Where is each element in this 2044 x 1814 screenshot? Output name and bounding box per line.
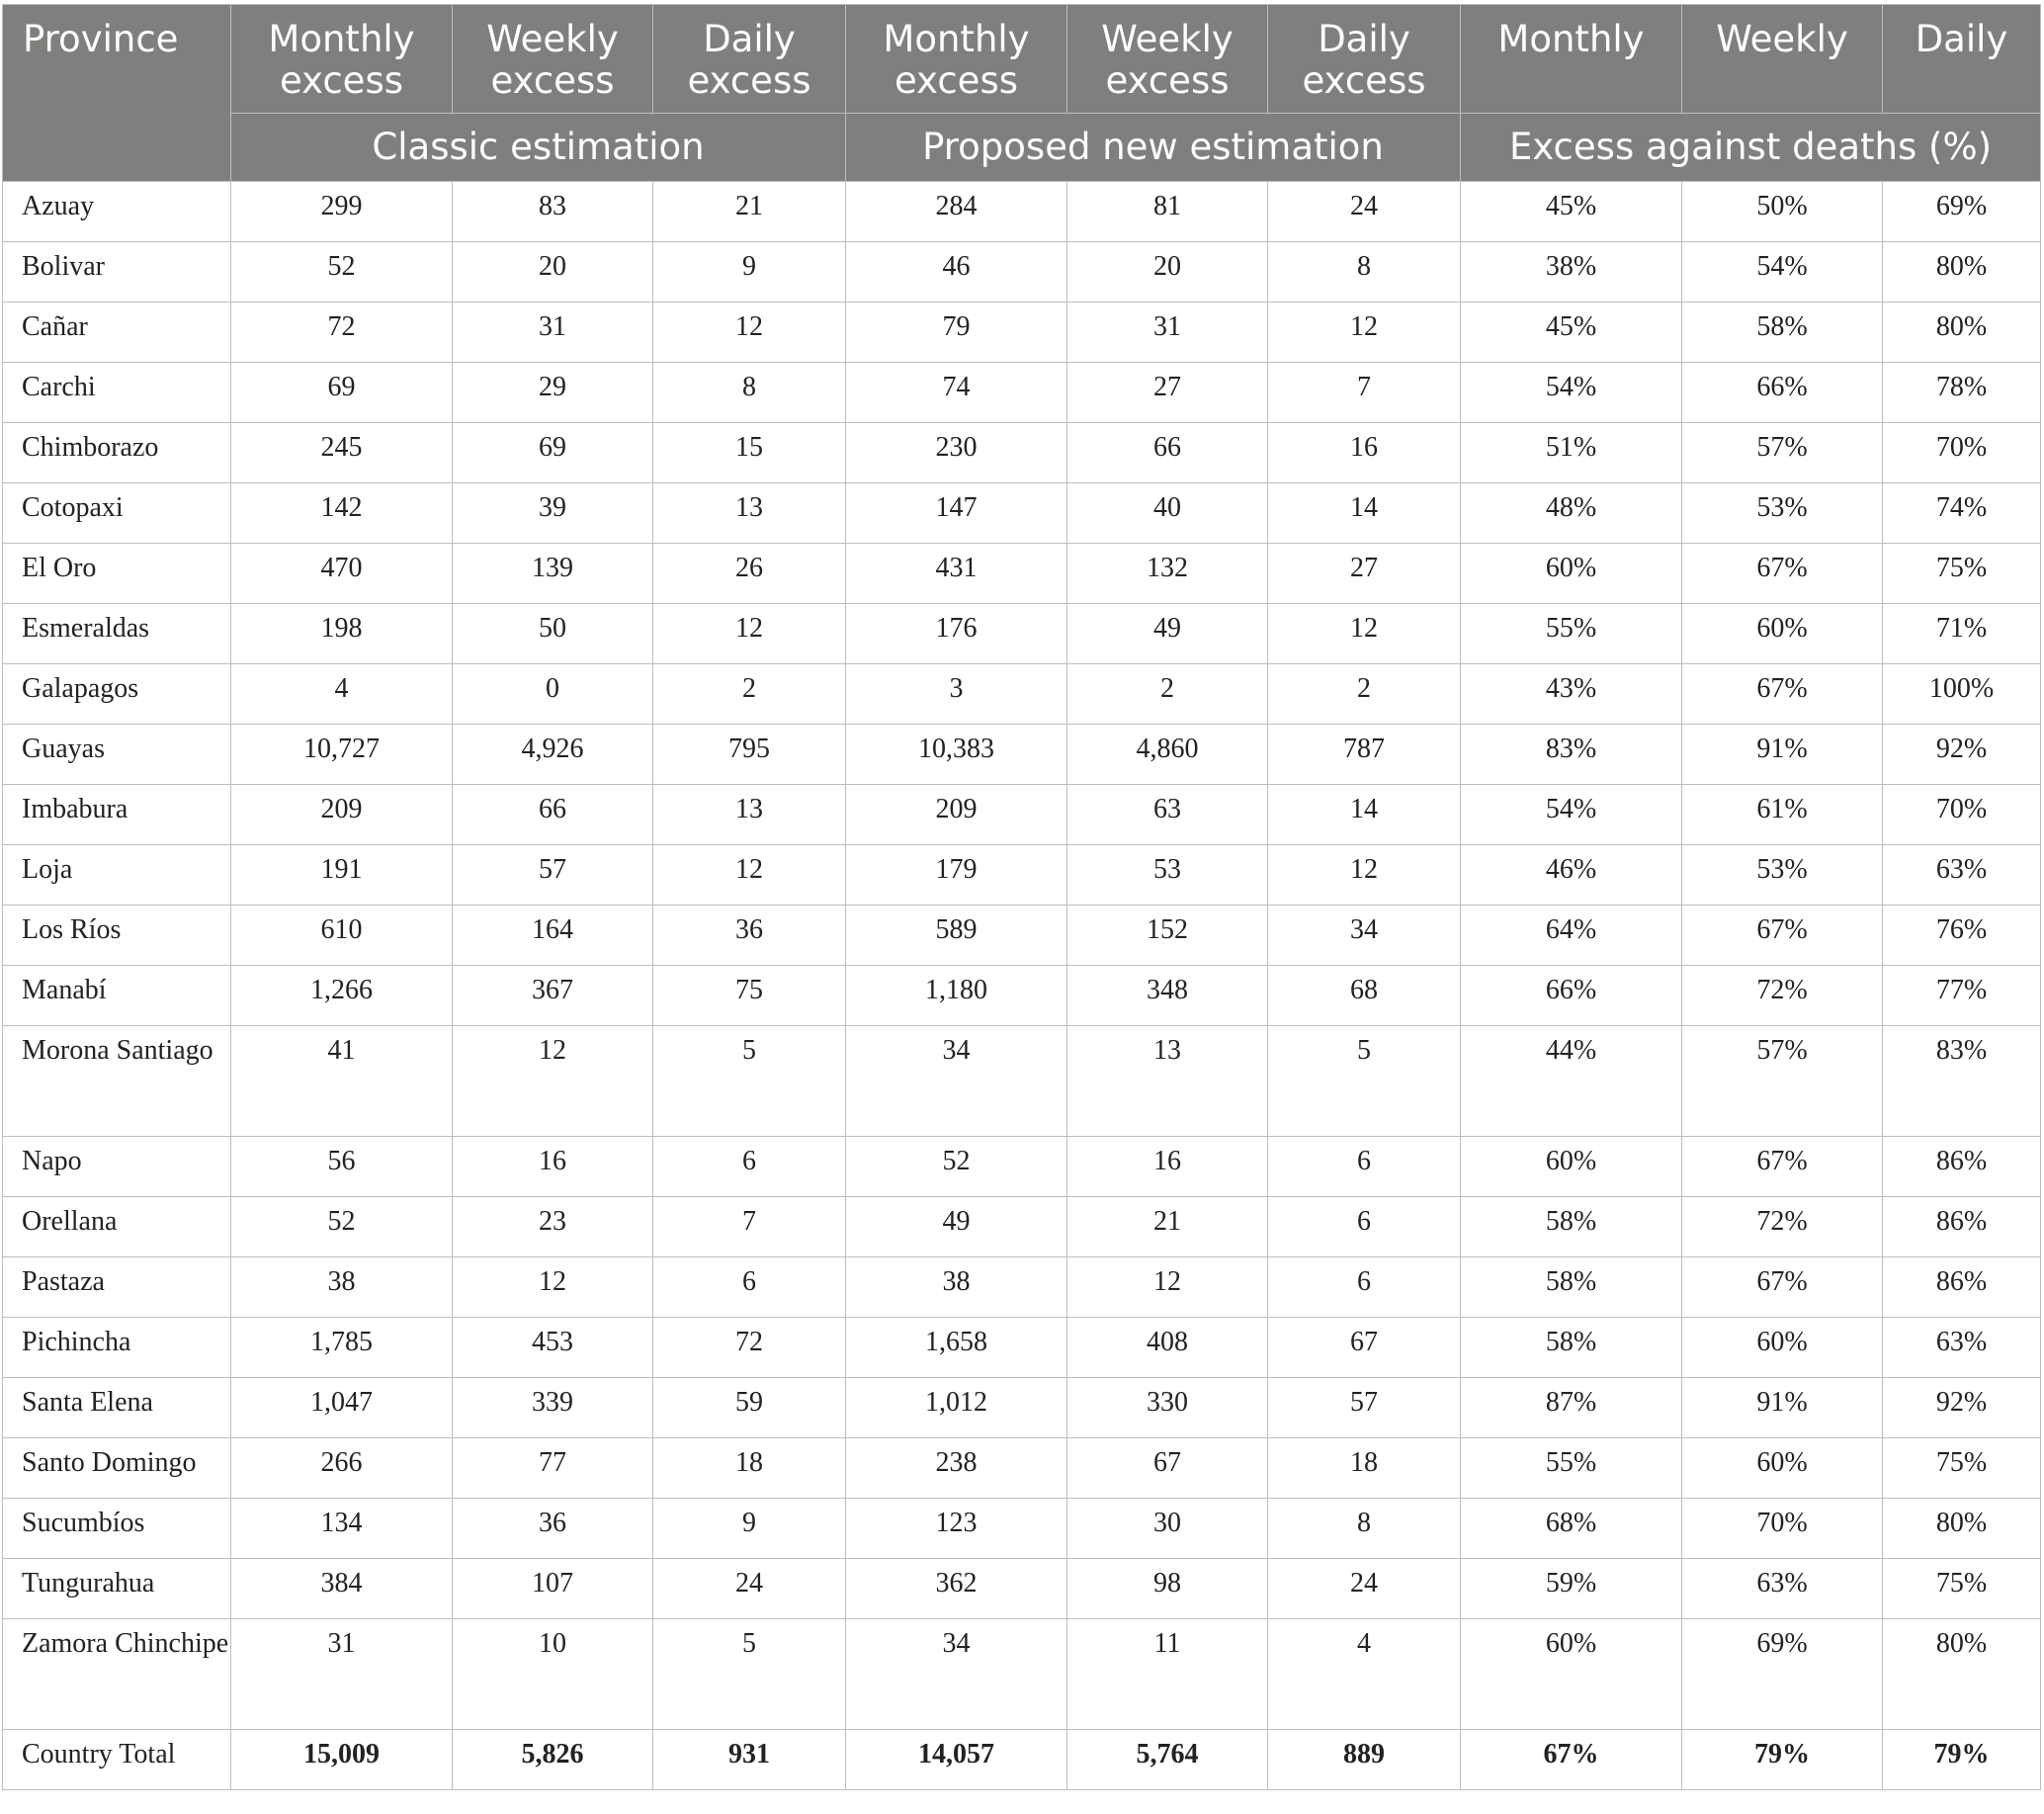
value-cell: 92% (1883, 725, 2041, 785)
province-cell: Tungurahua (3, 1559, 231, 1619)
table-row (3, 242, 2041, 302)
value-cell: 45% (1461, 302, 1682, 363)
value-cell: 29 (453, 363, 653, 423)
value-cell: 3 (846, 664, 1067, 725)
value-cell: 56 (231, 1137, 453, 1197)
province-cell: Zamora Chinchipe (3, 1619, 231, 1730)
value-cell: 889 (1268, 1730, 1461, 1790)
table-row (3, 1026, 2041, 1137)
value-cell: 81 (1067, 182, 1268, 242)
value-cell: 67% (1682, 664, 1883, 725)
value-cell: 6 (653, 1257, 846, 1318)
value-cell: 179 (846, 845, 1067, 906)
value-cell: 5 (653, 1026, 846, 1137)
value-cell: 4,926 (453, 725, 653, 785)
value-cell: 8 (653, 363, 846, 423)
value-cell: 71% (1883, 604, 2041, 664)
table-row (3, 1559, 2041, 1619)
value-cell: 132 (1067, 544, 1268, 604)
value-cell: 91% (1682, 1378, 1883, 1438)
value-cell: 52 (231, 242, 453, 302)
value-cell: 134 (231, 1499, 453, 1559)
value-cell: 21 (1067, 1197, 1268, 1257)
value-cell: 53% (1682, 483, 1883, 544)
value-cell: 431 (846, 544, 1067, 604)
value-cell: 79% (1682, 1730, 1883, 1790)
value-cell: 60% (1461, 1619, 1682, 1730)
value-cell: 67 (1268, 1318, 1461, 1378)
value-cell: 5,826 (453, 1730, 653, 1790)
value-cell: 100% (1883, 664, 2041, 725)
value-cell: 1,180 (846, 966, 1067, 1026)
table-body (3, 182, 2041, 1790)
table-row (3, 182, 2041, 242)
value-cell: 70% (1682, 1499, 1883, 1559)
value-cell: 80% (1883, 302, 2041, 363)
value-cell: 14 (1268, 785, 1461, 845)
table-row (3, 664, 2041, 725)
value-cell: 330 (1067, 1378, 1268, 1438)
value-cell: 15,009 (231, 1730, 453, 1790)
value-cell: 76% (1883, 906, 2041, 966)
value-cell: 31 (453, 302, 653, 363)
value-cell: 21 (653, 182, 846, 242)
value-cell: 60% (1682, 604, 1883, 664)
value-cell: 4 (1268, 1619, 1461, 1730)
value-cell: 453 (453, 1318, 653, 1378)
value-cell: 6 (653, 1137, 846, 1197)
province-cell: Imbabura (3, 785, 231, 845)
value-cell: 46 (846, 242, 1067, 302)
value-cell: 66 (453, 785, 653, 845)
value-cell: 9 (653, 1499, 846, 1559)
value-cell: 5 (653, 1619, 846, 1730)
province-cell: Orellana (3, 1197, 231, 1257)
value-cell: 238 (846, 1438, 1067, 1499)
table-row (3, 785, 2041, 845)
table-row (3, 1318, 2041, 1378)
value-cell: 12 (653, 604, 846, 664)
value-cell: 14 (1268, 483, 1461, 544)
value-cell: 87% (1461, 1378, 1682, 1438)
province-cell: Chimborazo (3, 423, 231, 483)
value-cell: 176 (846, 604, 1067, 664)
value-cell: 50 (453, 604, 653, 664)
value-cell: 39 (453, 483, 653, 544)
value-cell: 8 (1268, 242, 1461, 302)
value-cell: 91% (1682, 725, 1883, 785)
table-row (3, 1137, 2041, 1197)
value-cell: 348 (1067, 966, 1268, 1026)
value-cell: 931 (653, 1730, 846, 1790)
province-cell: Country Total (3, 1730, 231, 1790)
value-cell: 1,266 (231, 966, 453, 1026)
header-pct-weekly: Weekly (1682, 5, 1883, 114)
value-cell: 15 (653, 423, 846, 483)
value-cell: 191 (231, 845, 453, 906)
value-cell: 57% (1682, 1026, 1883, 1137)
value-cell: 72 (653, 1318, 846, 1378)
province-cell: Azuay (3, 182, 231, 242)
value-cell: 10,727 (231, 725, 453, 785)
value-cell: 24 (653, 1559, 846, 1619)
table-row (3, 966, 2041, 1026)
value-cell: 4,860 (1067, 725, 1268, 785)
value-cell: 40 (1067, 483, 1268, 544)
province-cell: Bolivar (3, 242, 231, 302)
value-cell: 63% (1883, 1318, 2041, 1378)
table-row (3, 544, 2041, 604)
value-cell: 20 (453, 242, 653, 302)
value-cell: 92% (1883, 1378, 2041, 1438)
value-cell: 284 (846, 182, 1067, 242)
value-cell: 1,785 (231, 1318, 453, 1378)
value-cell: 299 (231, 182, 453, 242)
value-cell: 8 (1268, 1499, 1461, 1559)
table-row (3, 1257, 2041, 1318)
value-cell: 54% (1461, 785, 1682, 845)
value-cell: 80% (1883, 1499, 2041, 1559)
table-row (3, 423, 2041, 483)
value-cell: 27 (1067, 363, 1268, 423)
value-cell: 57 (453, 845, 653, 906)
province-cell: Los Ríos (3, 906, 231, 966)
value-cell: 55% (1461, 1438, 1682, 1499)
value-cell: 80% (1883, 1619, 2041, 1730)
value-cell: 12 (1268, 845, 1461, 906)
value-cell: 57% (1682, 423, 1883, 483)
value-cell: 77 (453, 1438, 653, 1499)
value-cell: 36 (453, 1499, 653, 1559)
province-cell: Galapagos (3, 664, 231, 725)
value-cell: 78% (1883, 363, 2041, 423)
excess-deaths-table (2, 4, 2041, 1790)
value-cell: 142 (231, 483, 453, 544)
value-cell: 72 (231, 302, 453, 363)
value-cell: 408 (1067, 1318, 1268, 1378)
value-cell: 45% (1461, 182, 1682, 242)
value-cell: 787 (1268, 725, 1461, 785)
value-cell: 69 (231, 363, 453, 423)
table-row (3, 604, 2041, 664)
value-cell: 34 (846, 1619, 1067, 1730)
value-cell: 53 (1067, 845, 1268, 906)
value-cell: 59% (1461, 1559, 1682, 1619)
table-row-total (3, 1730, 2041, 1790)
value-cell: 53% (1682, 845, 1883, 906)
province-cell: Cotopaxi (3, 483, 231, 544)
value-cell: 83% (1461, 725, 1682, 785)
value-cell: 69 (453, 423, 653, 483)
value-cell: 48% (1461, 483, 1682, 544)
value-cell: 75% (1883, 1559, 2041, 1619)
value-cell: 60% (1682, 1438, 1883, 1499)
value-cell: 7 (1268, 363, 1461, 423)
value-cell: 69% (1682, 1619, 1883, 1730)
table-row (3, 1619, 2041, 1730)
value-cell: 63% (1883, 845, 2041, 906)
value-cell: 58% (1461, 1197, 1682, 1257)
table-row (3, 906, 2041, 966)
value-cell: 5 (1268, 1026, 1461, 1137)
header-classic-daily: Daily excess (653, 5, 846, 114)
value-cell: 67% (1461, 1730, 1682, 1790)
value-cell: 72% (1682, 966, 1883, 1026)
value-cell: 198 (231, 604, 453, 664)
value-cell: 14,057 (846, 1730, 1067, 1790)
value-cell: 83 (453, 182, 653, 242)
header-group-proposed: Proposed new estimation (846, 114, 1461, 182)
value-cell: 123 (846, 1499, 1067, 1559)
province-cell: Santa Elena (3, 1378, 231, 1438)
value-cell: 209 (846, 785, 1067, 845)
value-cell: 147 (846, 483, 1067, 544)
value-cell: 164 (453, 906, 653, 966)
value-cell: 38 (231, 1257, 453, 1318)
header-proposed-monthly: Monthly excess (846, 5, 1067, 114)
value-cell: 46% (1461, 845, 1682, 906)
value-cell: 34 (1268, 906, 1461, 966)
value-cell: 11 (1067, 1619, 1268, 1730)
value-cell: 12 (1268, 604, 1461, 664)
value-cell: 16 (1067, 1137, 1268, 1197)
value-cell: 13 (653, 785, 846, 845)
header-pct-monthly: Monthly (1461, 5, 1682, 114)
value-cell: 67% (1682, 1257, 1883, 1318)
value-cell: 1,012 (846, 1378, 1067, 1438)
value-cell: 60% (1461, 544, 1682, 604)
value-cell: 67 (1067, 1438, 1268, 1499)
value-cell: 245 (231, 423, 453, 483)
value-cell: 589 (846, 906, 1067, 966)
header-classic-monthly: Monthly excess (231, 5, 453, 114)
value-cell: 266 (231, 1438, 453, 1499)
table-header (3, 5, 2041, 182)
value-cell: 44% (1461, 1026, 1682, 1137)
value-cell: 24 (1268, 1559, 1461, 1619)
value-cell: 74% (1883, 483, 2041, 544)
value-cell: 79 (846, 302, 1067, 363)
value-cell: 18 (1268, 1438, 1461, 1499)
value-cell: 4 (231, 664, 453, 725)
value-cell: 58% (1461, 1318, 1682, 1378)
value-cell: 66% (1461, 966, 1682, 1026)
header-province: Province (3, 5, 231, 182)
province-cell: Pastaza (3, 1257, 231, 1318)
table-row (3, 1197, 2041, 1257)
value-cell: 13 (1067, 1026, 1268, 1137)
value-cell: 10,383 (846, 725, 1067, 785)
value-cell: 27 (1268, 544, 1461, 604)
value-cell: 63 (1067, 785, 1268, 845)
value-cell: 0 (453, 664, 653, 725)
header-classic-weekly: Weekly excess (453, 5, 653, 114)
province-cell: Carchi (3, 363, 231, 423)
header-row-columns (3, 5, 2041, 114)
value-cell: 69% (1883, 182, 2041, 242)
value-cell: 67% (1682, 1137, 1883, 1197)
value-cell: 79% (1883, 1730, 2041, 1790)
table-row (3, 483, 2041, 544)
value-cell: 139 (453, 544, 653, 604)
value-cell: 52 (846, 1137, 1067, 1197)
value-cell: 75% (1883, 1438, 2041, 1499)
value-cell: 384 (231, 1559, 453, 1619)
table-row (3, 845, 2041, 906)
province-cell: Morona Santiago (3, 1026, 231, 1137)
header-row-groups (3, 114, 2041, 182)
province-cell: Esmeraldas (3, 604, 231, 664)
value-cell: 64% (1461, 906, 1682, 966)
value-cell: 12 (453, 1026, 653, 1137)
value-cell: 52 (231, 1197, 453, 1257)
value-cell: 23 (453, 1197, 653, 1257)
value-cell: 49 (1067, 604, 1268, 664)
value-cell: 38% (1461, 242, 1682, 302)
value-cell: 59 (653, 1378, 846, 1438)
value-cell: 2 (653, 664, 846, 725)
value-cell: 55% (1461, 604, 1682, 664)
value-cell: 41 (231, 1026, 453, 1137)
value-cell: 86% (1883, 1197, 2041, 1257)
table-row (3, 1438, 2041, 1499)
value-cell: 30 (1067, 1499, 1268, 1559)
value-cell: 58% (1461, 1257, 1682, 1318)
table-row (3, 363, 2041, 423)
value-cell: 75 (653, 966, 846, 1026)
province-cell: Guayas (3, 725, 231, 785)
value-cell: 66 (1067, 423, 1268, 483)
value-cell: 38 (846, 1257, 1067, 1318)
value-cell: 67% (1682, 906, 1883, 966)
value-cell: 362 (846, 1559, 1067, 1619)
value-cell: 12 (1268, 302, 1461, 363)
value-cell: 24 (1268, 182, 1461, 242)
value-cell: 67% (1682, 544, 1883, 604)
value-cell: 83% (1883, 1026, 2041, 1137)
value-cell: 152 (1067, 906, 1268, 966)
value-cell: 58% (1682, 302, 1883, 363)
value-cell: 74 (846, 363, 1067, 423)
value-cell: 70% (1883, 785, 2041, 845)
value-cell: 20 (1067, 242, 1268, 302)
value-cell: 367 (453, 966, 653, 1026)
value-cell: 49 (846, 1197, 1067, 1257)
province-cell: Sucumbíos (3, 1499, 231, 1559)
value-cell: 6 (1268, 1137, 1461, 1197)
value-cell: 34 (846, 1026, 1067, 1137)
value-cell: 54% (1682, 242, 1883, 302)
value-cell: 72% (1682, 1197, 1883, 1257)
value-cell: 31 (231, 1619, 453, 1730)
value-cell: 610 (231, 906, 453, 966)
value-cell: 77% (1883, 966, 2041, 1026)
header-proposed-daily: Daily excess (1268, 5, 1461, 114)
header-proposed-weekly: Weekly excess (1067, 5, 1268, 114)
province-cell: El Oro (3, 544, 231, 604)
value-cell: 2 (1268, 664, 1461, 725)
value-cell: 80% (1883, 242, 2041, 302)
value-cell: 1,658 (846, 1318, 1067, 1378)
value-cell: 18 (653, 1438, 846, 1499)
value-cell: 16 (453, 1137, 653, 1197)
value-cell: 339 (453, 1378, 653, 1438)
value-cell: 10 (453, 1619, 653, 1730)
value-cell: 16 (1268, 423, 1461, 483)
value-cell: 98 (1067, 1559, 1268, 1619)
header-group-classic: Classic estimation (231, 114, 846, 182)
province-cell: Loja (3, 845, 231, 906)
value-cell: 795 (653, 725, 846, 785)
value-cell: 57 (1268, 1378, 1461, 1438)
value-cell: 209 (231, 785, 453, 845)
value-cell: 70% (1883, 423, 2041, 483)
value-cell: 470 (231, 544, 453, 604)
province-cell: Cañar (3, 302, 231, 363)
value-cell: 86% (1883, 1257, 2041, 1318)
value-cell: 66% (1682, 363, 1883, 423)
header-group-excess-pct: Excess against deaths (%) (1461, 114, 2041, 182)
value-cell: 107 (453, 1559, 653, 1619)
value-cell: 6 (1268, 1257, 1461, 1318)
province-cell: Pichincha (3, 1318, 231, 1378)
value-cell: 1,047 (231, 1378, 453, 1438)
value-cell: 2 (1067, 664, 1268, 725)
value-cell: 75% (1883, 544, 2041, 604)
province-cell: Santo Domingo (3, 1438, 231, 1499)
value-cell: 60% (1682, 1318, 1883, 1378)
province-cell: Manabí (3, 966, 231, 1026)
value-cell: 9 (653, 242, 846, 302)
table-row (3, 1378, 2041, 1438)
table-row (3, 302, 2041, 363)
value-cell: 6 (1268, 1197, 1461, 1257)
value-cell: 5,764 (1067, 1730, 1268, 1790)
value-cell: 86% (1883, 1137, 2041, 1197)
value-cell: 61% (1682, 785, 1883, 845)
value-cell: 36 (653, 906, 846, 966)
value-cell: 54% (1461, 363, 1682, 423)
value-cell: 12 (1067, 1257, 1268, 1318)
table-row (3, 725, 2041, 785)
value-cell: 26 (653, 544, 846, 604)
value-cell: 13 (653, 483, 846, 544)
value-cell: 68 (1268, 966, 1461, 1026)
table-row (3, 1499, 2041, 1559)
value-cell: 50% (1682, 182, 1883, 242)
value-cell: 12 (653, 302, 846, 363)
value-cell: 51% (1461, 423, 1682, 483)
value-cell: 43% (1461, 664, 1682, 725)
value-cell: 7 (653, 1197, 846, 1257)
value-cell: 60% (1461, 1137, 1682, 1197)
value-cell: 12 (653, 845, 846, 906)
value-cell: 63% (1682, 1559, 1883, 1619)
header-pct-daily: Daily (1883, 5, 2041, 114)
value-cell: 230 (846, 423, 1067, 483)
value-cell: 31 (1067, 302, 1268, 363)
value-cell: 68% (1461, 1499, 1682, 1559)
province-cell: Napo (3, 1137, 231, 1197)
value-cell: 12 (453, 1257, 653, 1318)
